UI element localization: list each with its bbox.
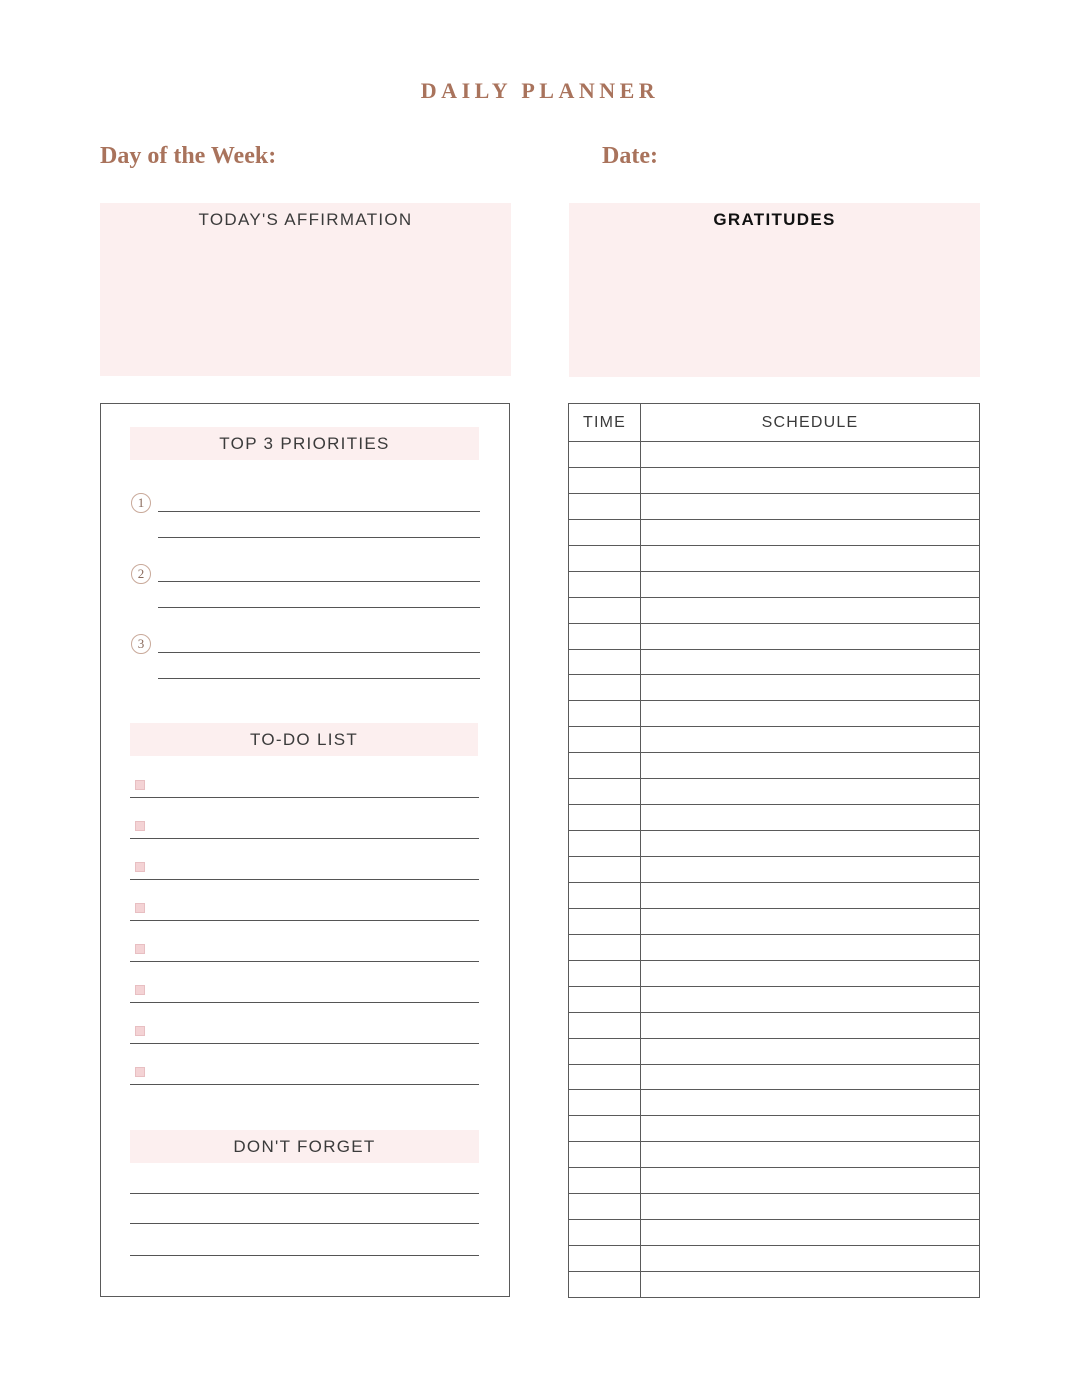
affirmation-box[interactable] [100, 203, 511, 376]
schedule-row[interactable] [569, 1219, 979, 1220]
dont-forget-heading: DON'T FORGET [130, 1130, 479, 1163]
schedule-column-header: SCHEDULE [761, 414, 859, 431]
schedule-row[interactable] [569, 700, 979, 701]
affirmation-heading: TODAY'S AFFIRMATION [198, 210, 413, 229]
schedule-row[interactable] [569, 1012, 979, 1013]
priority-line-2b[interactable] [158, 607, 480, 608]
todo-heading: TO-DO LIST [130, 723, 478, 756]
todo-checkbox[interactable] [135, 944, 145, 954]
schedule-row[interactable] [569, 1193, 979, 1194]
schedule-row[interactable] [569, 1271, 979, 1272]
time-column-header: TIME [582, 414, 627, 431]
schedule-row[interactable] [569, 441, 979, 442]
schedule-row[interactable] [569, 1141, 979, 1142]
priorities-heading: TOP 3 PRIORITIES [130, 427, 479, 460]
todo-checkbox[interactable] [135, 1067, 145, 1077]
todo-checkbox[interactable] [135, 780, 145, 790]
schedule-row[interactable] [569, 1167, 979, 1168]
left-panel [100, 403, 510, 1297]
date-label: Date: [602, 143, 658, 169]
todo-line[interactable] [130, 797, 479, 798]
schedule-row[interactable] [569, 649, 979, 650]
schedule-row[interactable] [569, 1064, 979, 1065]
schedule-row[interactable] [569, 830, 979, 831]
todo-checkbox[interactable] [135, 903, 145, 913]
schedule-row[interactable] [569, 623, 979, 624]
priority-number-3: 3 [131, 634, 151, 654]
todo-checkbox[interactable] [135, 1026, 145, 1036]
schedule-row[interactable] [569, 804, 979, 805]
schedule-row[interactable] [569, 545, 979, 546]
schedule-row[interactable] [569, 908, 979, 909]
schedule-row[interactable] [569, 882, 979, 883]
schedule-row[interactable] [569, 778, 979, 779]
todo-line[interactable] [130, 1043, 479, 1044]
schedule-row[interactable] [569, 571, 979, 572]
schedule-row[interactable] [569, 493, 979, 494]
dont-forget-line[interactable] [130, 1223, 479, 1224]
priority-number-2: 2 [131, 564, 151, 584]
todo-line[interactable] [130, 961, 479, 962]
time-column-divider [640, 404, 641, 1297]
schedule-row[interactable] [569, 752, 979, 753]
schedule-row[interactable] [569, 467, 979, 468]
schedule-row[interactable] [569, 1245, 979, 1246]
schedule-row[interactable] [569, 1115, 979, 1116]
priority-line-1b[interactable] [158, 537, 480, 538]
schedule-row[interactable] [569, 726, 979, 727]
schedule-row[interactable] [569, 934, 979, 935]
schedule-row[interactable] [569, 856, 979, 857]
todo-checkbox[interactable] [135, 821, 145, 831]
priority-line-3b[interactable] [158, 678, 480, 679]
gratitudes-heading: GRATITUDES [713, 210, 836, 229]
todo-line[interactable] [130, 879, 479, 880]
todo-line[interactable] [130, 920, 479, 921]
day-of-week-label: Day of the Week: [100, 143, 277, 169]
schedule-row[interactable] [569, 519, 979, 520]
todo-line[interactable] [130, 838, 479, 839]
schedule-row[interactable] [569, 1089, 979, 1090]
dont-forget-line[interactable] [130, 1255, 479, 1256]
schedule-table [568, 403, 980, 1298]
dont-forget-line[interactable] [130, 1193, 479, 1194]
schedule-row[interactable] [569, 597, 979, 598]
schedule-row[interactable] [569, 960, 979, 961]
gratitudes-box[interactable] [569, 203, 980, 377]
todo-checkbox[interactable] [135, 862, 145, 872]
page-title: DAILY PLANNER [420, 78, 660, 103]
schedule-row[interactable] [569, 674, 979, 675]
todo-checkbox[interactable] [135, 985, 145, 995]
todo-line[interactable] [130, 1002, 479, 1003]
priority-number-1: 1 [131, 493, 151, 513]
schedule-row[interactable] [569, 1038, 979, 1039]
priority-line-3a[interactable] [158, 652, 480, 653]
priority-line-2a[interactable] [158, 581, 480, 582]
schedule-row[interactable] [569, 986, 979, 987]
priority-line-1a[interactable] [158, 511, 480, 512]
todo-line[interactable] [130, 1084, 479, 1085]
